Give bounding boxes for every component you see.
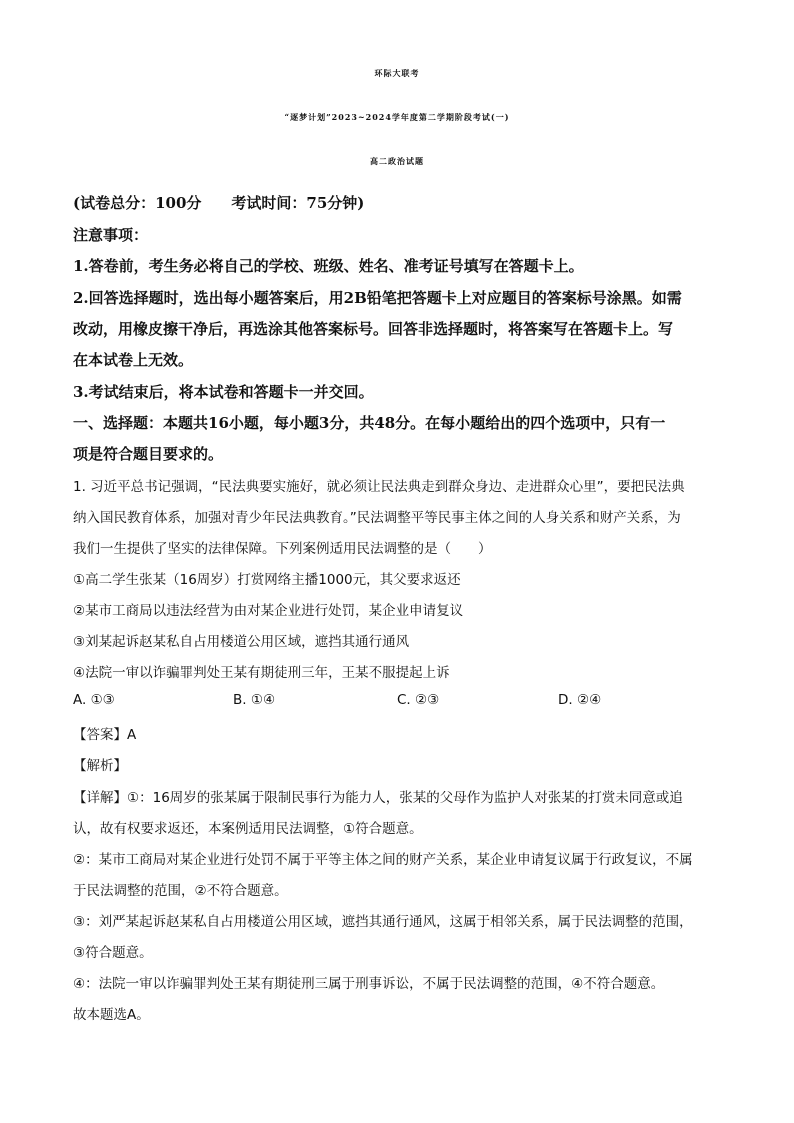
question-item-4: ④法院一审以诈骗罪判处王某有期徒刑三年，王某不服提起上诉 bbox=[73, 665, 450, 681]
notes-item-1: 1.答卷前，考生务必将自己的学校、班级、姓名、准考证号填写在答题卡上。 bbox=[73, 257, 584, 275]
detail-line-6: ③符合题意。 bbox=[73, 945, 153, 961]
option-b: B. ①④ bbox=[233, 692, 276, 708]
question-item-3: ③刘某起诉赵某私自占用楼道公用区域，遮挡其通行通风 bbox=[73, 634, 410, 650]
section-heading-line-1: 一、选择题：本题共16小题，每小题3分，共48分。在每小题给出的四个选项中，只有一 bbox=[73, 414, 666, 432]
exam-name-title: “逐梦计划”2023~2024学年度第二学期阶段考试(一) bbox=[284, 112, 510, 122]
detail-line-1: 【详解】①：16周岁的张某属于限制民事行为能力人，张某的父母作为监护人对张某的打赏未同意或追 bbox=[73, 790, 683, 806]
notes-item-2-line-3: 在本试卷上无效。 bbox=[73, 351, 194, 369]
exam-alliance-title: 环际大联考 bbox=[374, 68, 420, 78]
section-heading-line-2: 项是符合题目要求的。 bbox=[73, 445, 224, 463]
analysis-label: 【解析】 bbox=[73, 758, 127, 774]
question-stem-line-3: 我们一生提供了坚实的法律保障。下列案例适用民法调整的是（ ） bbox=[73, 541, 492, 557]
option-c: C. ②③ bbox=[397, 692, 440, 708]
question-item-1: ①高二学生张某（16周岁）打赏网络主播1000元，其父要求返还 bbox=[73, 572, 461, 588]
notes-item-3: 3.考试结束后，将本试卷和答题卡一并交回。 bbox=[73, 383, 374, 401]
option-d: D. ②④ bbox=[558, 692, 602, 708]
question-stem-line-1: 1. 习近平总书记强调，“民法典要实施好，就必须让民法典走到群众身边、走进群众心里”，要把民法典 bbox=[73, 479, 685, 495]
subject-title: 高二政治试题 bbox=[370, 156, 424, 166]
detail-line-3: ②：某市工商局对某企业进行处罚不属于平等主体之间的财产关系，某企业申请复议属于行政复议，不属 bbox=[73, 852, 693, 868]
detail-line-7: ④：法院一审以诈骗罪判处王某有期徒刑三属于刑事诉讼，不属于民法调整的范围，④不符合题意。 bbox=[73, 976, 665, 992]
answer-label: 【答案】A bbox=[73, 727, 137, 743]
detail-line-4: 于民法调整的范围，②不符合题意。 bbox=[73, 883, 288, 899]
notes-item-2-line-2: 改动，用橡皮擦干净后，再选涂其他答案标号。回答非选择题时，将答案写在答题卡上。写 bbox=[73, 320, 674, 338]
exam-info: (试卷总分：100分 考试时间：75分钟) bbox=[73, 194, 365, 212]
conclusion-line: 故本题选A。 bbox=[73, 1007, 150, 1023]
option-a: A. ①③ bbox=[73, 692, 115, 708]
notes-item-2-line-1: 2.回答选择题时，选出每小题答案后，用2B铅笔把答题卡上对应题目的答案标号涂黑。如需 bbox=[73, 289, 682, 307]
notes-heading: 注意事项： bbox=[73, 226, 149, 244]
detail-line-2: 认，故有权要求返还，本案例适用民法调整，①符合题意。 bbox=[73, 821, 423, 837]
detail-line-5: ③：刘严某起诉赵某私自占用楼道公用区域，遮挡其通行通风，这属于相邻关系，属于民法调整的范围， bbox=[73, 914, 693, 930]
question-stem-line-2: 纳入国民教育体系，加强对青少年民法典教育。”民法调整平等民事主体之间的人身关系和财产关系，为 bbox=[73, 510, 681, 526]
question-item-2: ②某市工商局以违法经营为由对某企业进行处罚，某企业申请复议 bbox=[73, 603, 464, 619]
